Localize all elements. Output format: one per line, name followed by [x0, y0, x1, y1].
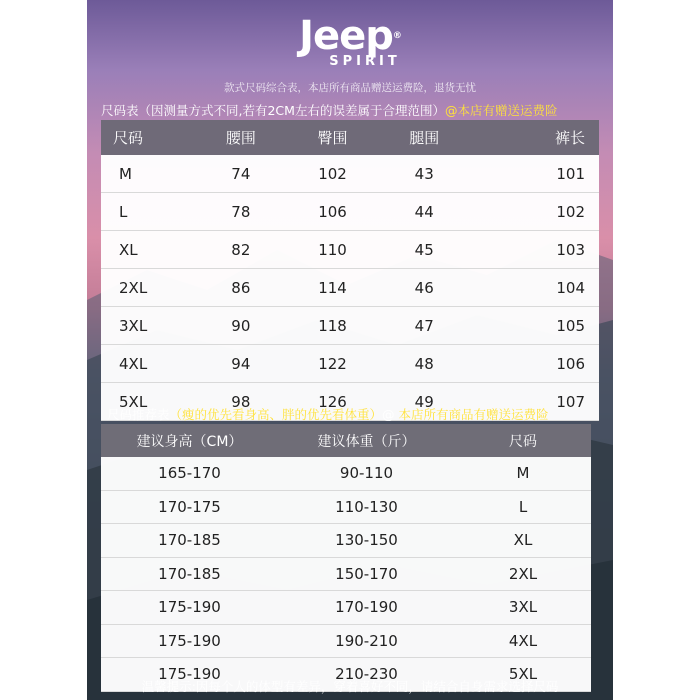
size-table	[101, 120, 599, 421]
cell-waist: 74	[195, 155, 287, 193]
cell-size: M	[101, 155, 195, 193]
header-weight: 建议体重（斤）	[278, 424, 455, 457]
cell-hip: 126	[287, 383, 379, 421]
registered-mark: ®	[392, 31, 401, 41]
brand-subtitle: SPIRIT	[329, 54, 401, 69]
cell-height: 175-190	[101, 591, 278, 625]
table-row	[101, 624, 591, 658]
cell-waist: 86	[195, 269, 287, 307]
footer-tip: 温馨提示:因每个人的体型有差异，穿着喜好不同，请结合自身需求选择尺码	[141, 679, 559, 694]
cell-thigh: 49	[378, 383, 470, 421]
table-row	[101, 345, 599, 383]
cell-weight: 90-110	[278, 457, 455, 490]
size-table-caption-highlight: @本店有赠送运费险	[444, 103, 558, 118]
notice-text: 款式尺码综合表，本店所有商品赠送运费险，退货无忧	[224, 82, 476, 94]
header-size: 尺码	[455, 424, 591, 457]
cell-height: 165-170	[101, 457, 278, 490]
cell-length: 104	[470, 269, 599, 307]
cell-size: XL	[455, 524, 591, 558]
cell-size: 2XL	[455, 557, 591, 591]
cell-weight: 150-170	[278, 557, 455, 591]
table-row	[101, 490, 591, 524]
table-row	[101, 524, 591, 558]
cell-waist: 94	[195, 345, 287, 383]
cell-length: 107	[470, 383, 599, 421]
cell-weight: 190-210	[278, 624, 455, 658]
recommend-caption-main: 尺码推荐表	[107, 407, 170, 422]
table-row	[101, 231, 599, 269]
recommend-caption-shipping: 本店所有商品有赠送运费险	[394, 407, 549, 422]
cell-hip: 110	[287, 231, 379, 269]
cell-size: L	[101, 193, 195, 231]
cell-size: 3XL	[101, 307, 195, 345]
cell-length: 105	[470, 307, 599, 345]
header-waist: 腰围	[195, 120, 287, 155]
cell-weight: 130-150	[278, 524, 455, 558]
cell-hip: 118	[287, 307, 379, 345]
table-row	[101, 557, 591, 591]
cell-weight: 170-190	[278, 591, 455, 625]
cell-size: 4XL	[101, 345, 195, 383]
table-row	[101, 457, 591, 490]
table-row	[101, 193, 599, 231]
cell-size: M	[455, 457, 591, 490]
cell-height: 175-190	[101, 658, 278, 692]
cell-waist: 78	[195, 193, 287, 231]
cell-height: 170-175	[101, 490, 278, 524]
cell-size: XL	[101, 231, 195, 269]
cell-hip: 106	[287, 193, 379, 231]
header-height: 建议身高（CM）	[101, 424, 278, 457]
cell-thigh: 46	[378, 269, 470, 307]
recommend-table-header-row	[101, 424, 591, 457]
cell-size: 2XL	[101, 269, 195, 307]
cell-weight: 210-230	[278, 658, 455, 692]
cell-weight: 110-130	[278, 490, 455, 524]
table-row	[101, 307, 599, 345]
cell-size: 4XL	[455, 624, 591, 658]
cell-hip: 122	[287, 345, 379, 383]
size-table-header-row	[101, 120, 599, 155]
size-table-caption	[101, 101, 557, 119]
recommend-caption-at: @	[382, 407, 395, 422]
size-chart-poster	[87, 0, 613, 700]
header-hip: 臀围	[287, 120, 379, 155]
cell-thigh: 43	[378, 155, 470, 193]
header-size: 尺码	[101, 120, 195, 155]
cell-length: 102	[470, 193, 599, 231]
table-row	[101, 591, 591, 625]
recommend-caption-highlight: （瘦的优先看身高、胖的优先看体重）	[169, 407, 383, 422]
table-row	[101, 155, 599, 193]
cell-thigh: 48	[378, 345, 470, 383]
recommend-table	[101, 424, 591, 692]
cell-height: 170-185	[101, 524, 278, 558]
brand-logo	[87, 14, 613, 69]
header-thigh: 腿围	[378, 120, 470, 155]
table-row	[101, 269, 599, 307]
cell-waist: 82	[195, 231, 287, 269]
cell-size: L	[455, 490, 591, 524]
cell-thigh: 44	[378, 193, 470, 231]
cell-thigh: 47	[378, 307, 470, 345]
cell-length: 101	[470, 155, 599, 193]
cell-thigh: 45	[378, 231, 470, 269]
size-table-caption-main: 尺码表（因测量方式不同,若有2CM左右的误差属于合理范围）	[101, 103, 445, 118]
brand-name: Jeep	[299, 13, 393, 59]
cell-hip: 102	[287, 155, 379, 193]
cell-waist: 90	[195, 307, 287, 345]
cell-length: 103	[470, 231, 599, 269]
cell-waist: 98	[195, 383, 287, 421]
cell-size: 5XL	[455, 658, 591, 692]
cell-size: 5XL	[101, 383, 195, 421]
cell-size: 3XL	[455, 591, 591, 625]
cell-length: 106	[470, 345, 599, 383]
cell-hip: 114	[287, 269, 379, 307]
cell-height: 175-190	[101, 624, 278, 658]
cell-height: 170-185	[101, 557, 278, 591]
header-length: 裤长	[470, 120, 599, 155]
recommend-table-caption	[107, 405, 549, 423]
